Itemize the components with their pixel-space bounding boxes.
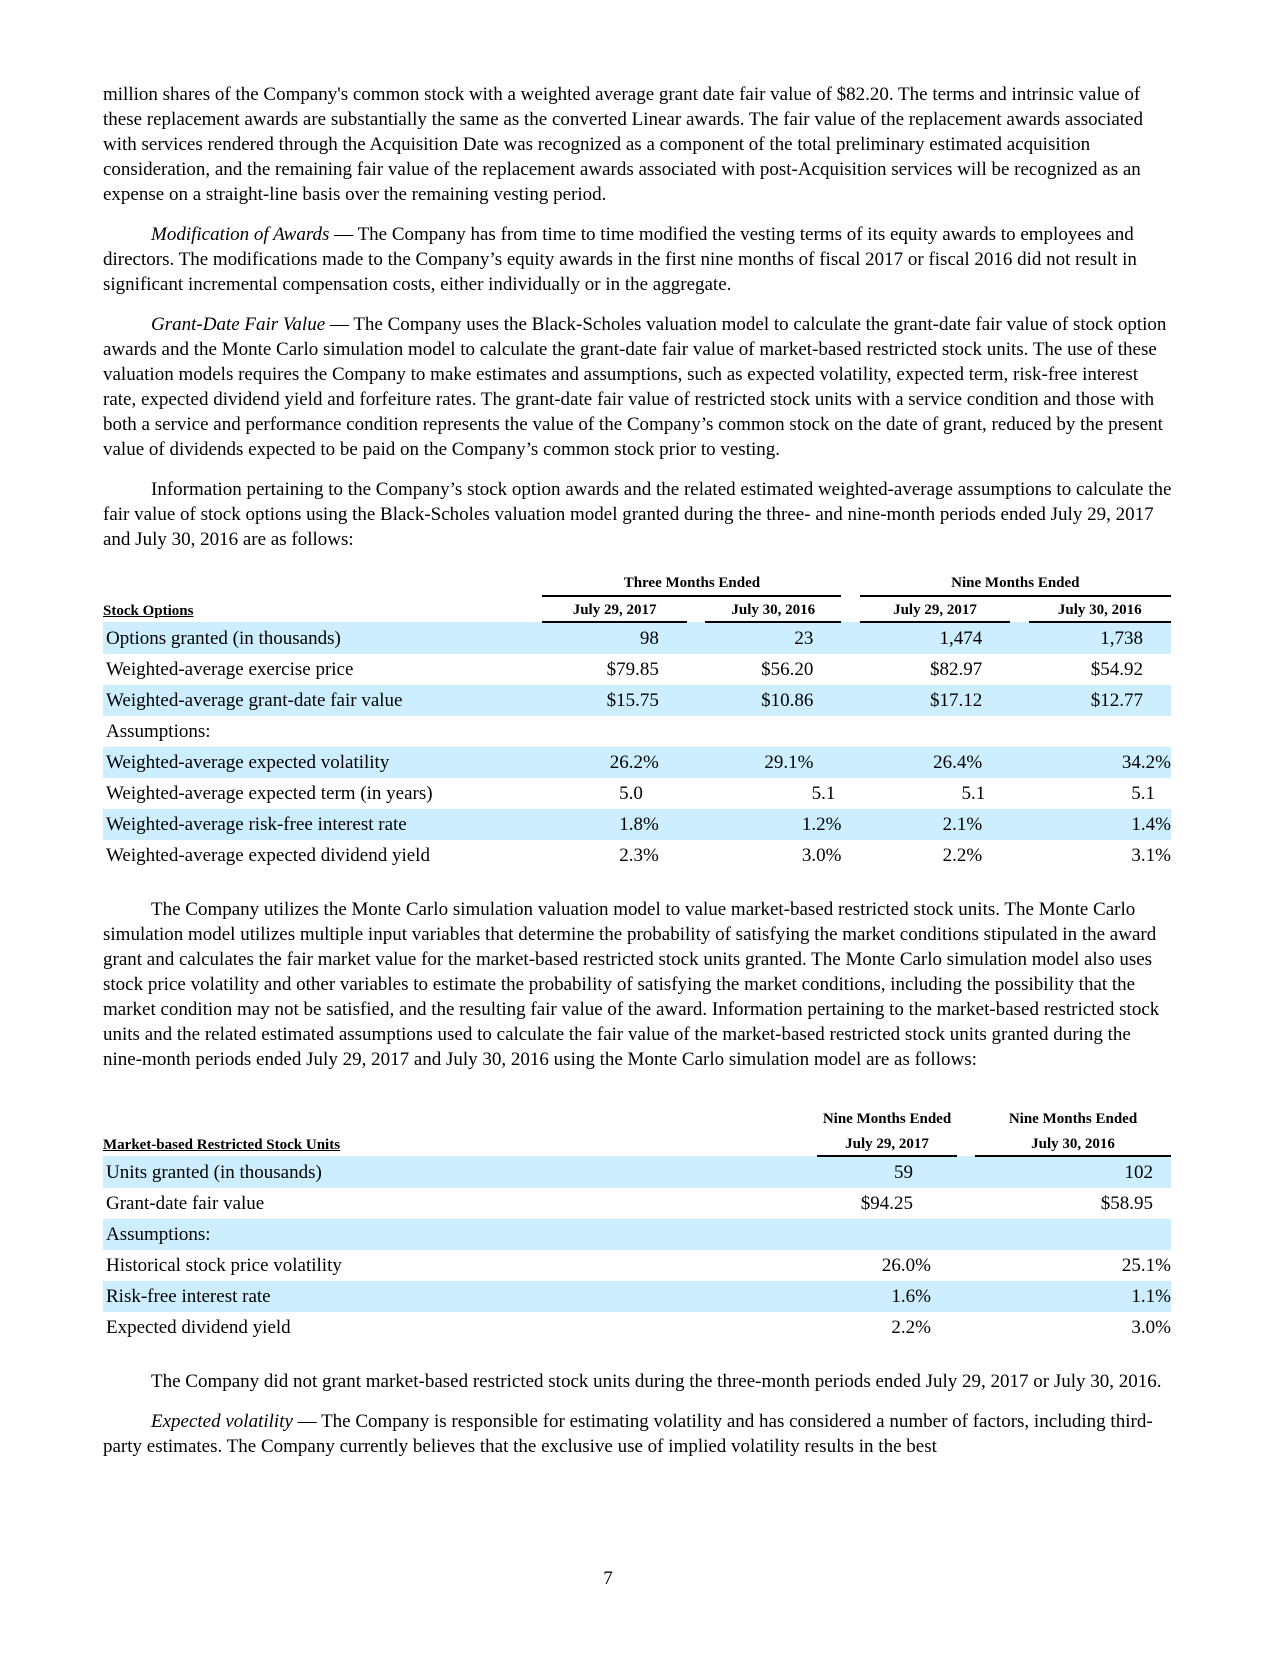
row-label: Options granted (in thousands) [103,622,542,654]
cell-value: $12.77 [1029,685,1171,716]
row-label: Expected dividend yield [106,1317,291,1338]
paragraph-expected-volatility [103,1409,1173,1459]
table-row [103,1156,1171,1188]
cell-value: 25.1% [1121,1255,1171,1276]
paragraph-lead-expected-volatility: Expected volatility [151,1411,293,1432]
stock-options-table [103,570,1171,871]
row-label: Weighted-average risk-free interest rate [103,809,542,840]
row-label: Weighted-average exercise price [106,659,354,680]
table-row [103,1219,1171,1250]
table-row [103,778,1171,809]
cell-value: $17.12 [860,685,1011,716]
cell-value: 1.1% [975,1281,1171,1312]
cell-value: 102 [975,1156,1171,1188]
paragraph-lead-modification: Modification of Awards [151,224,330,245]
cell-value: 29.1% [705,747,841,778]
table-row [103,1281,1171,1312]
row-label: Weighted-average expected volatility [103,747,542,778]
column-header: July 29, 2017 [542,596,686,622]
paragraph-no-three-month-grants: The Company did not grant market-based restricted stock units during the three-month periods ended July 29, 2017 or July 30, 2016. [151,1371,1162,1392]
cell-value: 1.8% [542,809,686,840]
table-row [103,840,1171,871]
table-title-market-based-rsu: Market-based Restricted Stock Units [103,1137,341,1153]
cell-value: 1.6% [817,1281,957,1312]
cell-value: 1.4% [1029,809,1171,840]
row-label: Assumptions: [103,1219,817,1250]
row-label: Grant-date fair value [106,1193,265,1214]
cell-value: $58.95 [1100,1193,1153,1214]
paragraph-replacement-awards: million shares of the Company's common stock with a weighted average grant date fair value of $82.20. The terms and intrinsic value of these replacement awards are substantially the same as the converted Linear awards. The fair value of the replacement awards associated with services rendered through the Acquisition Date was recognized as a component of the total preliminary estimated acquisition consideration, and the remaining fair value of the replacement awards associated with post-Acquisition services will be recognized as an expense on a straight-line basis over the remaining vesting period. [103,84,1143,205]
column-header: July 29, 2017 [860,596,1011,622]
cell-value: 3.1% [1131,845,1171,866]
row-label: Historical stock price volatility [106,1255,342,1276]
cell-value: 1,474 [860,622,1011,654]
cell-value: 3.0% [1131,1317,1171,1338]
cell-value: 26.0% [881,1255,931,1276]
column-header: July 30, 2016 [705,596,841,622]
cell-value: 23 [705,622,841,654]
column-header: July 30, 2016 [975,1131,1171,1156]
paragraph-stock-option-intro: Information pertaining to the Company’s stock option awards and the related estimated weighted-average assumptions to calculate the fair value of stock options using the Black-Scholes valuation model granted during the three- and nine-month periods ended July 29, 2017 and July 30, 2016 are as follows: [103,479,1172,550]
cell-value: 5.1 [961,783,986,804]
cell-value: 5.1 [1131,783,1155,804]
cell-value: 26.4% [860,747,1011,778]
document-page [103,82,1173,1459]
cell-value: $79.85 [606,659,659,680]
row-label: Weighted-average expected term (in years) [106,783,433,804]
cell-value: $94.25 [860,1193,913,1214]
cell-value: 5.1 [811,783,836,804]
cell-value: 2.3% [619,845,659,866]
cell-value: 2.1% [860,809,1011,840]
group-header-nine-months: Nine Months Ended [860,570,1171,596]
cell-value: 26.2% [542,747,686,778]
cell-value: 3.0% [801,845,842,866]
paragraph-body-expected-volatility: — The Company is responsible for estimating volatility and has considered a number of factors, including third-party estimates. The Company currently believes that the exclusive use of implied volatility results in the best [103,1411,1153,1457]
row-label: Risk-free interest rate [103,1281,817,1312]
table-title-stock-options: Stock Options [103,603,194,619]
cell-value: $54.92 [1090,659,1143,680]
table-row [103,809,1171,840]
row-label: Units granted (in thousands) [103,1156,817,1188]
table-row [103,622,1171,654]
table-row [103,654,1171,685]
page-number: 7 [603,1568,613,1589]
cell-value: 1,738 [1029,622,1171,654]
column-header: July 30, 2016 [1029,596,1171,622]
cell-value: 2.2% [891,1317,931,1338]
table-row [103,716,1171,747]
column-header: July 29, 2017 [817,1131,957,1156]
group-header-nine-months-2016: Nine Months Ended [1008,1111,1138,1127]
table-row [103,1250,1171,1281]
cell-value: $82.97 [929,659,983,680]
cell-value: 2.2% [942,845,983,866]
cell-value: 5.0 [619,783,643,804]
paragraph-lead-grant-date: Grant-Date Fair Value [151,314,326,335]
cell-value: 98 [542,622,686,654]
paragraph-monte-carlo: The Company utilizes the Monte Carlo simulation valuation model to value market-based restricted stock units. The Monte Carlo simulation model utilizes multiple input variables that determine the probability of satisfying the market conditions stipulated in the award grant and calculates the fair market value for the market-based restricted stock units granted. The Monte Carlo simulation model also uses stock price volatility and other variables to estimate the probability of satisfying the market conditions, including the possibility that the market condition may not be satisfied, and the resulting fair value of the award. Information pertaining to the market-based restricted stock units and the related estimated assumptions used to calculate the fair value of the market-based restricted stock units granted during the nine-month periods ended July 29, 2017 and July 30, 2016 using the Monte Carlo simulation model are as follows: [103,899,1160,1070]
table-row [103,1312,1171,1343]
group-header-three-months: Three Months Ended [542,570,841,596]
paragraph-body-modification: — The Company has from time to time modified the vesting terms of its equity awards to employees and directors. The modifications made to the Company’s equity awards in the first nine months of fiscal 2017 or fiscal 2016 did not result in significant incremental compensation costs, either individually or in the aggregate. [103,224,1137,295]
row-label: Assumptions: [106,721,211,742]
market-based-rsu-table [103,1106,1171,1343]
cell-value: $15.75 [542,685,686,716]
paragraph-body-grant-date: — The Company uses the Black-Scholes valuation model to calculate the grant-date fair value of stock option awards and the Monte Carlo simulation model to calculate the grant-date fair value of market-based restricted stock units. The use of these valuation models requires the Company to make estimates and assumptions, such as expected volatility, expected term, risk-free interest rate, expected dividend yield and forfeiture rates. The grant-date fair value of restricted stock units with a service condition and those with both a service and performance condition represents the value of the Company’s common stock on the date of grant, reduced by the present value of dividends expected to be paid on the Company’s common stock prior to vesting. [103,314,1167,460]
cell-value: $10.86 [705,685,841,716]
row-label: Weighted-average expected dividend yield [106,845,430,866]
cell-value: 59 [817,1156,957,1188]
row-label: Weighted-average grant-date fair value [103,685,542,716]
paragraph-modification-of-awards [103,222,1173,297]
table-row [103,1188,1171,1219]
cell-value: $56.20 [761,659,814,680]
cell-value: 34.2% [1029,747,1171,778]
group-header-nine-months-2017: Nine Months Ended [822,1111,952,1127]
paragraph-grant-date-fair-value [103,312,1173,462]
cell-value: 1.2% [705,809,841,840]
table-row [103,747,1171,778]
table-row [103,685,1171,716]
